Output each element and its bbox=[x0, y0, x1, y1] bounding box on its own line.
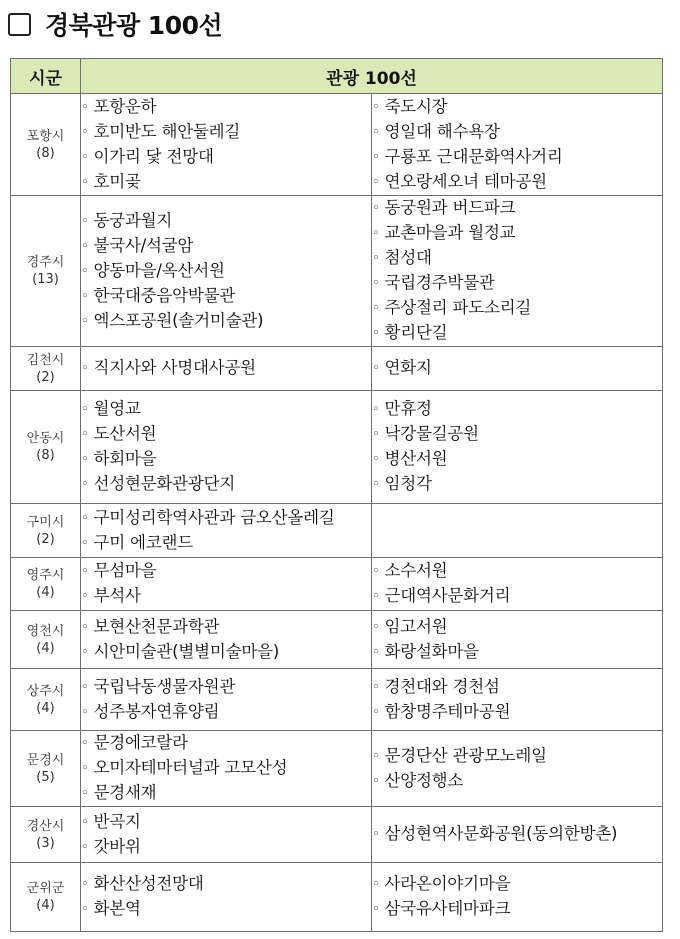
spot-list bbox=[372, 615, 662, 665]
list-item: ◦ 부석사 bbox=[81, 584, 371, 609]
spot-list bbox=[372, 675, 662, 725]
spots-cell-right bbox=[372, 347, 663, 391]
header-spots: 관광 100선 bbox=[81, 59, 663, 94]
spot-list bbox=[81, 95, 371, 195]
region-count: (13) bbox=[32, 272, 59, 287]
list-item: ◦ 황리단길 bbox=[372, 321, 662, 346]
list-item: ◦ 근대역사문화거리 bbox=[372, 584, 662, 609]
list-item: ◦ 교촌마을과 월정교 bbox=[372, 221, 662, 246]
region-count: (8) bbox=[36, 448, 55, 463]
spots-cell-left bbox=[81, 391, 372, 504]
list-item: ◦ 국립경주박물관 bbox=[372, 271, 662, 296]
list-item: ◦ 포항운하 bbox=[81, 95, 371, 120]
list-item: ◦ 불국사/석굴암 bbox=[81, 234, 371, 259]
region-count: (4) bbox=[36, 640, 55, 656]
list-item: ◦ 엑스포공원(솔거미술관) bbox=[81, 309, 371, 334]
spot-list bbox=[372, 356, 662, 381]
region-count: (4) bbox=[36, 700, 55, 716]
list-item: ◦ 구룡포 근대문화역사거리 bbox=[372, 145, 662, 170]
table-body bbox=[11, 94, 663, 932]
list-item: ◦ 양동마을/옥산서원 bbox=[81, 259, 371, 284]
list-item: ◦ 동궁원과 버드파크 bbox=[372, 196, 662, 221]
list-item: ◦ 만휴정 bbox=[372, 397, 662, 422]
table-row bbox=[11, 94, 663, 196]
region-count: (8) bbox=[36, 145, 55, 161]
list-item: ◦ 호미곶 bbox=[81, 170, 371, 195]
region-cell bbox=[11, 863, 81, 932]
spots-cell-left bbox=[81, 611, 372, 669]
region-name: 구미시 bbox=[26, 514, 65, 530]
title-row bbox=[8, 7, 222, 41]
region-count: (4) bbox=[36, 585, 55, 600]
list-item: ◦ 동궁과월지 bbox=[81, 209, 371, 234]
region-cell bbox=[11, 669, 81, 731]
list-item: ◦ 경천대와 경천섬 bbox=[372, 675, 662, 700]
list-item: ◦ 반곡지 bbox=[81, 810, 371, 835]
list-item: ◦ 성주봉자연휴양림 bbox=[81, 700, 371, 725]
region-name: 상주시 bbox=[26, 683, 65, 699]
spots-cell-left bbox=[81, 731, 372, 807]
list-item: ◦ 무섬마을 bbox=[81, 559, 371, 584]
list-item: ◦ 호미반도 해안둘레길 bbox=[81, 120, 371, 145]
list-item: ◦ 임고서원 bbox=[372, 615, 662, 640]
list-item: ◦ 첨성대 bbox=[372, 246, 662, 271]
table-row bbox=[11, 504, 663, 558]
spots-cell-right bbox=[372, 611, 663, 669]
spot-list bbox=[372, 397, 662, 497]
checkbox[interactable] bbox=[8, 13, 31, 36]
spots-cell-left bbox=[81, 669, 372, 731]
table-row bbox=[11, 391, 663, 504]
tourism-table bbox=[10, 58, 663, 932]
region-count: (2) bbox=[36, 531, 55, 547]
spots-cell-right bbox=[372, 863, 663, 932]
list-item: ◦ 함창명주테마공원 bbox=[372, 700, 662, 725]
list-item: ◦ 임청각 bbox=[372, 472, 662, 497]
spots-cell-left bbox=[81, 863, 372, 932]
region-count: (2) bbox=[36, 369, 55, 385]
spots-cell-left bbox=[81, 558, 372, 611]
region-cell bbox=[11, 504, 81, 558]
spot-list bbox=[372, 872, 662, 922]
spots-cell-left bbox=[81, 94, 372, 196]
spot-list bbox=[81, 559, 371, 609]
list-item: ◦ 삼국유사테마파크 bbox=[372, 897, 662, 922]
region-cell bbox=[11, 94, 81, 196]
list-item: ◦ 오미자테마터널과 고모산성 bbox=[81, 756, 371, 781]
list-item: ◦ 구미성리학역사관과 금오산올레길 bbox=[81, 506, 371, 531]
table-row bbox=[11, 863, 663, 932]
table-row bbox=[11, 611, 663, 669]
spots-cell-right bbox=[372, 196, 663, 347]
spots-cell-left bbox=[81, 807, 372, 863]
region-cell bbox=[11, 196, 81, 347]
list-item: ◦ 국립낙동생물자원관 bbox=[81, 675, 371, 700]
spot-list bbox=[81, 209, 371, 334]
region-cell bbox=[11, 558, 81, 611]
region-cell bbox=[11, 611, 81, 669]
list-item: ◦ 소수서원 bbox=[372, 559, 662, 584]
spots-cell-right bbox=[372, 504, 663, 558]
list-item: ◦ 낙강물길공원 bbox=[372, 422, 662, 447]
table-row bbox=[11, 669, 663, 731]
spot-list bbox=[81, 356, 371, 381]
spot-list bbox=[81, 506, 371, 556]
region-cell bbox=[11, 347, 81, 391]
spot-list bbox=[372, 196, 662, 346]
list-item: ◦ 한국대중음악박물관 bbox=[81, 284, 371, 309]
list-item: ◦ 화본역 bbox=[81, 897, 371, 922]
list-item: ◦ 도산서원 bbox=[81, 422, 371, 447]
list-item: ◦ 갓바위 bbox=[81, 835, 371, 860]
spots-cell-left bbox=[81, 196, 372, 347]
spot-list bbox=[81, 675, 371, 725]
spot-list bbox=[81, 731, 371, 806]
spot-list bbox=[81, 615, 371, 665]
list-item: ◦ 문경에코랄라 bbox=[81, 731, 371, 756]
list-item: ◦ 삼성현역사문화공원(동의한방촌) bbox=[372, 822, 662, 847]
table-row bbox=[11, 347, 663, 391]
spots-cell-left bbox=[81, 347, 372, 391]
spots-cell-right bbox=[372, 669, 663, 731]
spot-list bbox=[372, 559, 662, 609]
table-row bbox=[11, 558, 663, 611]
list-item: ◦ 하회마을 bbox=[81, 447, 371, 472]
list-item: ◦ 주상절리 파도소리길 bbox=[372, 296, 662, 321]
list-item: ◦ 화랑설화마을 bbox=[372, 640, 662, 665]
table-row bbox=[11, 731, 663, 807]
region-name: 경주시 bbox=[26, 255, 65, 270]
list-item: ◦ 화산산성전망대 bbox=[81, 872, 371, 897]
spots-cell-right bbox=[372, 731, 663, 807]
header-region: 시군 bbox=[11, 59, 81, 94]
list-item: ◦ 문경새재 bbox=[81, 781, 371, 806]
header-row bbox=[11, 59, 663, 94]
table-row bbox=[11, 807, 663, 863]
list-item: ◦ 연화지 bbox=[372, 356, 662, 381]
spots-cell-right bbox=[372, 558, 663, 611]
region-name: 영주시 bbox=[26, 568, 65, 583]
page-title: 경북관광 100선 bbox=[45, 11, 223, 40]
spots-cell-right bbox=[372, 807, 663, 863]
list-item: ◦ 시안미술관(별별미술마을) bbox=[81, 640, 371, 665]
region-count: (3) bbox=[36, 835, 55, 851]
region-name: 경산시 bbox=[26, 818, 65, 834]
list-item: ◦ 이가리 닻 전망대 bbox=[81, 145, 371, 170]
list-item: ◦ 영일대 해수욕장 bbox=[372, 120, 662, 145]
spot-list bbox=[81, 872, 371, 922]
list-item: ◦ 구미 에코랜드 bbox=[81, 531, 371, 556]
region-name: 포항시 bbox=[26, 128, 65, 144]
list-item: ◦ 문경단산 관광모노레일 bbox=[372, 744, 662, 769]
list-item: ◦ 직지사와 사명대사공원 bbox=[81, 356, 371, 381]
spot-list bbox=[372, 822, 662, 847]
region-name: 영천시 bbox=[26, 623, 65, 639]
region-count: (4) bbox=[36, 898, 55, 913]
region-name: 문경시 bbox=[26, 752, 65, 768]
list-item: ◦ 선성현문화관광단지 bbox=[81, 472, 371, 497]
list-item: ◦ 연오랑세오녀 테마공원 bbox=[372, 170, 662, 195]
spots-cell-left bbox=[81, 504, 372, 558]
spot-list bbox=[372, 95, 662, 195]
list-item: ◦ 산양정행소 bbox=[372, 769, 662, 794]
spot-list bbox=[81, 810, 371, 860]
region-name: 안동시 bbox=[26, 431, 65, 446]
region-cell bbox=[11, 807, 81, 863]
region-cell bbox=[11, 731, 81, 807]
spot-list bbox=[372, 744, 662, 794]
region-count: (5) bbox=[36, 769, 55, 785]
list-item: ◦ 사라온이야기마을 bbox=[372, 872, 662, 897]
spots-cell-right bbox=[372, 391, 663, 504]
region-cell bbox=[11, 391, 81, 504]
table-row bbox=[11, 196, 663, 347]
region-name: 군위군 bbox=[26, 881, 65, 896]
list-item: ◦ 보현산천문과학관 bbox=[81, 615, 371, 640]
region-name: 김천시 bbox=[26, 352, 65, 368]
spots-cell-right bbox=[372, 94, 663, 196]
list-item: ◦ 죽도시장 bbox=[372, 95, 662, 120]
list-item: ◦ 월영교 bbox=[81, 397, 371, 422]
list-item: ◦ 병산서원 bbox=[372, 447, 662, 472]
spot-list bbox=[81, 397, 371, 497]
